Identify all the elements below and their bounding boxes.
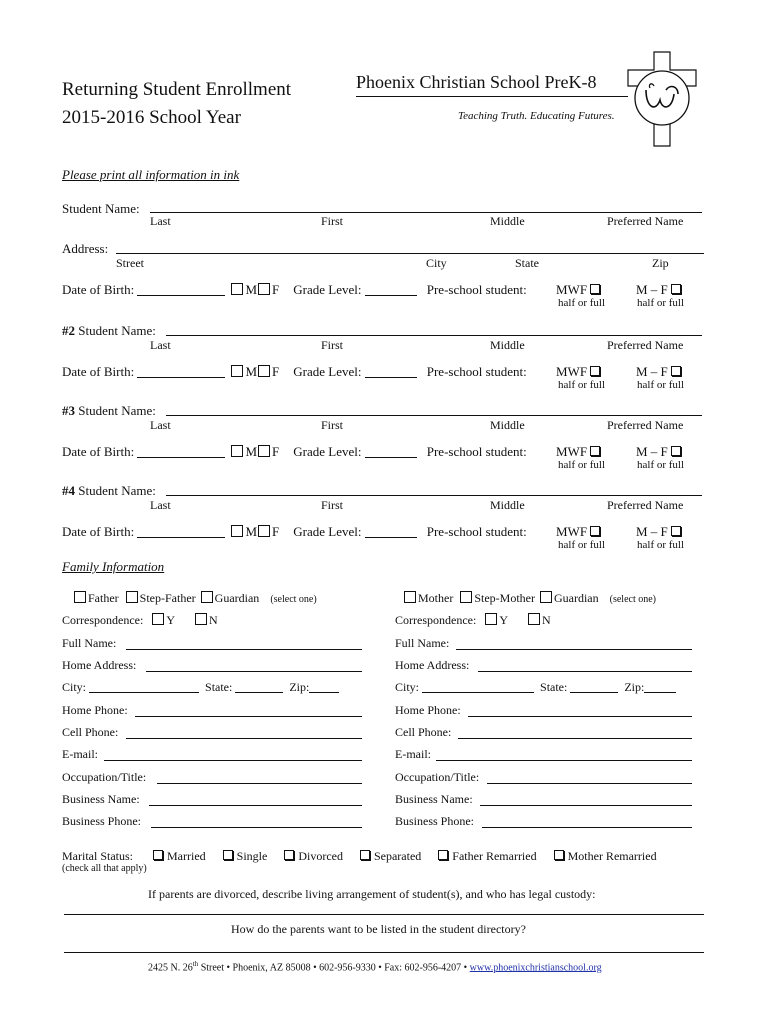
guardian1-checkbox[interactable] <box>201 591 213 603</box>
business-name-label: Business Name: <box>62 792 140 806</box>
mf-checkbox[interactable] <box>671 366 681 376</box>
student-name-field[interactable] <box>150 212 702 213</box>
business-name-field[interactable] <box>149 805 362 806</box>
correspondence-left: Correspondence: Y N <box>62 613 218 627</box>
sub-label: Last <box>150 338 171 352</box>
mwf-option-1: MWF <box>556 282 604 298</box>
business-phone-label: Business Phone: <box>62 814 142 828</box>
mwf-option-4: MWF <box>556 524 604 540</box>
mwf-option-2: MWF <box>556 364 604 380</box>
dob-row-2 <box>62 364 527 380</box>
student-name-label: Student Name: <box>62 201 140 216</box>
mwf-checkbox[interactable] <box>590 446 600 456</box>
cell-phone-field[interactable] <box>458 738 692 739</box>
student-4-name-field[interactable] <box>166 495 702 496</box>
sub-label: Middle <box>490 338 525 352</box>
occupation-field[interactable] <box>487 783 692 784</box>
grade-label: Grade Level: <box>293 282 362 297</box>
city-state-zip: City: State: Zip: <box>395 680 676 695</box>
correspondence-right: Correspondence: Y N <box>395 613 551 627</box>
stepmother-checkbox[interactable] <box>460 591 472 603</box>
grade-label: Grade Level: <box>293 364 362 379</box>
m-label: M <box>245 444 258 459</box>
f-label: F <box>272 282 280 297</box>
tagline: Teaching Truth. Educating Futures. <box>458 110 615 122</box>
half-full-mf: half or full <box>637 539 685 551</box>
grade-field[interactable] <box>365 457 417 458</box>
sub-street: Street <box>116 256 144 270</box>
mother-remarried-checkbox[interactable] <box>554 850 564 860</box>
address-label: Address: <box>62 241 109 256</box>
sub-label: First <box>321 498 344 512</box>
city-field[interactable] <box>89 692 199 693</box>
male-checkbox[interactable] <box>231 445 243 457</box>
student-3-name-field[interactable] <box>166 415 702 416</box>
dob-row-1 <box>62 282 527 298</box>
mf-option-3: M – F <box>636 444 685 460</box>
grade-label: Grade Level: <box>293 524 362 539</box>
sub-city: City <box>426 256 447 270</box>
corr-yes-checkbox[interactable] <box>152 613 164 625</box>
sub-label: Preferred Name <box>607 498 684 512</box>
school-cross-logo <box>626 50 698 148</box>
sub-label: Last <box>150 498 171 512</box>
grade-field[interactable] <box>365 295 417 296</box>
dob-label: Date of Birth: <box>62 364 135 379</box>
state-field[interactable] <box>570 692 618 693</box>
half-full-mwf: half or full <box>558 297 606 309</box>
home-address-label: Home Address: <box>395 658 470 672</box>
school-year: 2015-2016 School Year <box>62 107 241 128</box>
mwf-option-3: MWF <box>556 444 604 460</box>
marital-options: Married Single Divorced Separated Father Remarried Mother Remarried <box>150 849 657 864</box>
mf-checkbox[interactable] <box>671 446 681 456</box>
home-address-field[interactable] <box>478 671 692 672</box>
parent1-type: Father Step-Father Guardian (select one) <box>74 591 317 606</box>
dob-field[interactable] <box>137 377 225 378</box>
dob-row-3 <box>62 444 527 460</box>
cell-phone-label: Cell Phone: <box>62 725 119 739</box>
dob-row-4 <box>62 524 527 540</box>
home-phone-label: Home Phone: <box>395 703 461 717</box>
form-title: Returning Student Enrollment <box>62 79 292 100</box>
email-label: E-mail: <box>62 747 98 761</box>
city-field[interactable] <box>422 692 534 693</box>
grade-field[interactable] <box>365 537 417 538</box>
sub-label: First <box>321 338 344 352</box>
half-full-mf: half or full <box>637 297 685 309</box>
full-name-field[interactable] <box>126 649 362 650</box>
student-3-name-label: #3 Student Name: <box>62 403 156 418</box>
dob-label: Date of Birth: <box>62 444 135 459</box>
sub-label: Last <box>150 418 171 432</box>
zip-field[interactable] <box>644 692 676 693</box>
sub-preferred: Preferred Name <box>607 214 684 228</box>
business-phone-field[interactable] <box>151 827 362 828</box>
dob-field[interactable] <box>137 457 225 458</box>
sub-first: First <box>321 214 344 228</box>
married-checkbox[interactable] <box>153 850 163 860</box>
corr-yes-checkbox[interactable] <box>485 613 497 625</box>
cell-phone-label: Cell Phone: <box>395 725 452 739</box>
email-field[interactable] <box>436 760 692 761</box>
city-state-zip: City: State: Zip: <box>62 680 339 695</box>
sub-label: Middle <box>490 418 525 432</box>
preschool-label: Pre-school student: <box>426 444 527 459</box>
father-remarried-checkbox[interactable] <box>438 850 448 860</box>
grade-field[interactable] <box>365 377 417 378</box>
occupation-label: Occupation/Title: <box>62 770 147 784</box>
single-checkbox[interactable] <box>223 850 233 860</box>
guardian2-checkbox[interactable] <box>540 591 552 603</box>
dob-field[interactable] <box>137 537 225 538</box>
directory-field[interactable] <box>64 952 704 953</box>
female-checkbox[interactable] <box>258 283 270 295</box>
student-4-name-label: #4 Student Name: <box>62 483 156 498</box>
family-heading: Family Information <box>62 559 165 574</box>
full-name-label: Full Name: <box>395 636 450 650</box>
business-phone-field[interactable] <box>482 827 692 828</box>
zip-field[interactable] <box>309 692 339 693</box>
female-checkbox[interactable] <box>258 525 270 537</box>
corr-no-checkbox[interactable] <box>195 613 207 625</box>
student-2-name-label: #2 Student Name: <box>62 323 156 338</box>
occupation-label: Occupation/Title: <box>395 770 480 784</box>
mf-option-4: M – F <box>636 524 685 540</box>
address-field[interactable] <box>116 253 704 254</box>
half-full-mwf: half or full <box>558 539 606 551</box>
male-checkbox[interactable] <box>231 365 243 377</box>
female-checkbox[interactable] <box>258 445 270 457</box>
dob-label: Date of Birth: <box>62 282 135 297</box>
grade-label: Grade Level: <box>293 444 362 459</box>
m-label: M <box>245 524 258 539</box>
custody-field[interactable] <box>64 914 704 915</box>
custody-question: If parents are divorced, describe living arrangement of student(s), and who has legal custody: <box>148 887 596 901</box>
mwf-checkbox[interactable] <box>590 366 600 376</box>
sub-label: First <box>321 418 344 432</box>
business-phone-label: Business Phone: <box>395 814 475 828</box>
parent2-type: Mother Step-Mother Guardian (select one) <box>404 591 656 606</box>
half-full-mf: half or full <box>637 459 685 471</box>
half-full-mf: half or full <box>637 379 685 391</box>
marital-label: Marital Status: <box>62 849 133 863</box>
home-address-field[interactable] <box>146 671 362 672</box>
sub-label: Preferred Name <box>607 338 684 352</box>
home-phone-label: Home Phone: <box>62 703 128 717</box>
occupation-field[interactable] <box>157 783 362 784</box>
student-2-name-field[interactable] <box>166 335 702 336</box>
f-label: F <box>272 524 280 539</box>
directory-question: How do the parents want to be listed in the student directory? <box>231 922 526 936</box>
home-address-label: Home Address: <box>62 658 137 672</box>
business-name-field[interactable] <box>480 805 692 806</box>
marital-note: (check all that apply) <box>62 863 147 874</box>
m-label: M <box>245 282 258 297</box>
preschool-label: Pre-school student: <box>426 524 527 539</box>
male-checkbox[interactable] <box>231 525 243 537</box>
sub-last: Last <box>150 214 171 228</box>
full-name-field[interactable] <box>456 649 692 650</box>
m-label: M <box>245 364 258 379</box>
father-checkbox[interactable] <box>74 591 86 603</box>
half-full-mwf: half or full <box>558 459 606 471</box>
footer-contact: 2425 N. 26th Street • Phoenix, AZ 85008 • 602-956-9330 • Fax: 602-956-4207 • www.phoenixchristianschool.org <box>148 960 602 974</box>
email-label: E-mail: <box>395 747 431 761</box>
preschool-label: Pre-school student: <box>426 282 527 297</box>
sub-middle: Middle <box>490 214 525 228</box>
home-phone-field[interactable] <box>468 716 692 717</box>
sub-label: Middle <box>490 498 525 512</box>
sub-zip: Zip <box>652 256 669 270</box>
mother-checkbox[interactable] <box>404 591 416 603</box>
mf-option-2: M – F <box>636 364 685 380</box>
corr-no-checkbox[interactable] <box>528 613 540 625</box>
male-checkbox[interactable] <box>231 283 243 295</box>
email-field[interactable] <box>104 760 362 761</box>
school-website-link[interactable]: www.phoenixchristianschool.org <box>469 962 602 974</box>
half-full-mwf: half or full <box>558 379 606 391</box>
dob-label: Date of Birth: <box>62 524 135 539</box>
f-label: F <box>272 444 280 459</box>
mf-checkbox[interactable] <box>671 284 681 294</box>
instructions: Please print all information in ink <box>62 167 240 182</box>
dob-field[interactable] <box>137 295 225 296</box>
f-label: F <box>272 364 280 379</box>
sub-label: Preferred Name <box>607 418 684 432</box>
school-name: Phoenix Christian School PreK-8 <box>356 72 597 92</box>
female-checkbox[interactable] <box>258 365 270 377</box>
separated-checkbox[interactable] <box>360 850 370 860</box>
cell-phone-field[interactable] <box>126 738 362 739</box>
mf-option-1: M – F <box>636 282 685 298</box>
preschool-label: Pre-school student: <box>426 364 527 379</box>
mwf-checkbox[interactable] <box>590 284 600 294</box>
state-field[interactable] <box>235 692 283 693</box>
business-name-label: Business Name: <box>395 792 473 806</box>
divorced-checkbox[interactable] <box>284 850 294 860</box>
mwf-checkbox[interactable] <box>590 526 600 536</box>
mf-checkbox[interactable] <box>671 526 681 536</box>
sub-state: State <box>515 256 539 270</box>
home-phone-field[interactable] <box>135 716 362 717</box>
stepfather-checkbox[interactable] <box>126 591 138 603</box>
full-name-label: Full Name: <box>62 636 117 650</box>
